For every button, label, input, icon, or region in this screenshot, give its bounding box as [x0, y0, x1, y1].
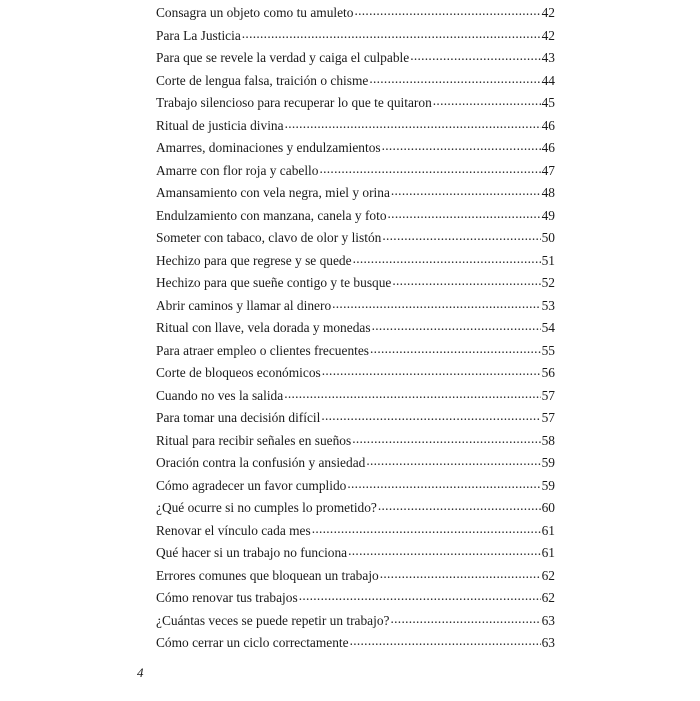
- toc-entry-page: 49: [541, 207, 555, 223]
- toc-entry-title: Abrir caminos y llamar al dinero: [156, 297, 332, 313]
- toc-entry-title: Cómo cerrar un ciclo correctamente: [156, 635, 349, 651]
- toc-entry: [156, 207, 555, 230]
- toc-leader-dots: [382, 229, 540, 242]
- toc-leader-dots: [380, 567, 541, 580]
- toc-leader-dots: [350, 634, 541, 647]
- toc-leader-dots: [382, 139, 541, 152]
- toc-entry-page: 44: [541, 72, 555, 88]
- toc-entry-title: Ritual para recibir señales en sueños: [156, 432, 352, 448]
- toc-leader-dots: [388, 207, 541, 220]
- toc-entry-page: 48: [541, 185, 555, 201]
- toc-leader-dots: [378, 499, 541, 512]
- toc-entry: [156, 432, 555, 455]
- toc-entry-title: Trabajo silencioso para recuperar lo que te quitaron: [156, 95, 432, 111]
- toc-leader-dots: [372, 319, 541, 332]
- toc-entry: [156, 49, 555, 72]
- toc-entry: [156, 252, 555, 275]
- toc-entry-page: 53: [541, 297, 555, 313]
- toc-entry: [156, 499, 555, 522]
- toc-leader-dots: [285, 117, 541, 130]
- toc-entry: [156, 409, 555, 432]
- toc-entry-page: 60: [541, 500, 555, 516]
- toc-entry: [156, 454, 555, 477]
- toc-leader-dots: [391, 184, 541, 197]
- toc-entry: [156, 634, 555, 657]
- toc-entry: [156, 544, 555, 567]
- toc-entry-page: 62: [541, 567, 555, 583]
- toc-entry-title: Para atraer empleo o clientes frecuentes: [156, 342, 370, 358]
- toc-entry-title: Cómo renovar tus trabajos: [156, 590, 298, 606]
- toc-entry-title: Hechizo para que sueñe contigo y te busque: [156, 275, 392, 291]
- toc-entry: [156, 589, 555, 612]
- toc-leader-dots: [319, 162, 540, 175]
- toc-entry: [156, 342, 555, 365]
- toc-leader-dots: [366, 454, 540, 467]
- toc-entry: [156, 229, 555, 252]
- toc-entry-title: Errores comunes que bloquean un trabajo: [156, 567, 379, 583]
- toc-entry-title: Para que se revele la verdad y caiga el culpable: [156, 50, 410, 66]
- toc-entry-title: Ritual de justicia divina: [156, 117, 284, 133]
- toc-entry: [156, 319, 555, 342]
- toc-entry-page: 42: [541, 27, 555, 43]
- toc-entry-page: 56: [541, 365, 555, 381]
- toc-entry-page: 58: [541, 432, 555, 448]
- toc-entry-page: 54: [541, 320, 555, 336]
- toc-entry-title: Corte de lengua falsa, traición o chisme: [156, 72, 369, 88]
- toc-entry-title: Amarres, dominaciones y endulzamientos: [156, 140, 381, 156]
- toc-entry-page: 62: [541, 590, 555, 606]
- toc-entry-page: 46: [541, 117, 555, 133]
- toc-entry-page: 55: [541, 342, 555, 358]
- toc-entry-title: Corte de bloqueos económicos: [156, 365, 321, 381]
- toc-entry-page: 50: [541, 230, 555, 246]
- toc-entry-page: 46: [541, 140, 555, 156]
- toc-leader-dots: [433, 94, 541, 107]
- toc-entry: [156, 162, 555, 185]
- toc-leader-dots: [299, 589, 541, 602]
- page-number: 4: [137, 665, 144, 680]
- toc-entry-title: Renovar el vínculo cada mes: [156, 522, 311, 538]
- toc-entry-page: 59: [541, 455, 555, 471]
- toc-leader-dots: [312, 522, 541, 535]
- toc-entry-page: 61: [541, 545, 555, 561]
- toc-entry-title: Oración contra la confusión y ansiedad: [156, 455, 366, 471]
- toc-leader-dots: [332, 297, 540, 310]
- toc-entry-title: Cuando no ves la salida: [156, 387, 284, 403]
- toc-leader-dots: [410, 49, 540, 62]
- toc-entry: [156, 522, 555, 545]
- toc-entry-page: 57: [541, 387, 555, 403]
- toc-entry: [156, 477, 555, 500]
- toc-entry-page: 63: [541, 635, 555, 651]
- toc-entry-title: Someter con tabaco, clavo de olor y listón: [156, 230, 382, 246]
- toc-entry: [156, 274, 555, 297]
- toc-leader-dots: [284, 387, 540, 400]
- toc-entry-title: Qué hacer si un trabajo no funciona: [156, 545, 348, 561]
- toc-entry-title: Hechizo para que regrese y se quede: [156, 252, 352, 268]
- toc-leader-dots: [352, 432, 540, 445]
- toc-entry: [156, 364, 555, 387]
- toc-entry-title: Amarre con flor roja y cabello: [156, 162, 319, 178]
- toc-entry-page: 59: [541, 477, 555, 493]
- toc-entry-title: Para La Justicia: [156, 27, 241, 43]
- toc-entry-title: Para tomar una decisión difícil: [156, 410, 321, 426]
- toc-entry-title: Amansamiento con vela negra, miel y orina: [156, 185, 390, 201]
- toc-leader-dots: [242, 27, 541, 40]
- toc-entry-title: Ritual con llave, vela dorada y monedas: [156, 320, 371, 336]
- toc-entry-page: 52: [541, 275, 555, 291]
- toc-leader-dots: [348, 544, 540, 557]
- toc-entry-page: 42: [541, 5, 555, 21]
- toc-entry-title: Endulzamiento con manzana, canela y foto: [156, 207, 387, 223]
- toc-leader-dots: [369, 72, 540, 85]
- toc-leader-dots: [321, 409, 540, 422]
- toc-entry: [156, 184, 555, 207]
- table-of-contents: [156, 4, 555, 657]
- toc-leader-dots: [370, 342, 541, 355]
- toc-leader-dots: [354, 4, 540, 17]
- toc-entry-title: ¿Qué ocurre si no cumples lo prometido?: [156, 500, 377, 516]
- toc-entry: [156, 387, 555, 410]
- toc-entry: [156, 94, 555, 117]
- toc-leader-dots: [391, 612, 541, 625]
- toc-leader-dots: [322, 364, 541, 377]
- toc-entry: [156, 612, 555, 635]
- toc-entry: [156, 567, 555, 590]
- toc-entry: [156, 297, 555, 320]
- toc-entry: [156, 27, 555, 50]
- toc-entry: [156, 139, 555, 162]
- toc-entry: [156, 4, 555, 27]
- toc-entry-title: ¿Cuántas veces se puede repetir un trabajo?: [156, 612, 390, 628]
- toc-entry-page: 45: [541, 95, 555, 111]
- toc-leader-dots: [347, 477, 540, 490]
- toc-entry-page: 61: [541, 522, 555, 538]
- toc-entry-page: 47: [541, 162, 555, 178]
- toc-leader-dots: [392, 274, 540, 287]
- toc-entry-title: Consagra un objeto como tu amuleto: [156, 5, 354, 21]
- toc-entry-title: Cómo agradecer un favor cumplido: [156, 477, 347, 493]
- toc-entry-page: 51: [541, 252, 555, 268]
- toc-leader-dots: [353, 252, 541, 265]
- toc-entry-page: 63: [541, 612, 555, 628]
- toc-entry: [156, 117, 555, 140]
- toc-entry-page: 43: [541, 50, 555, 66]
- toc-entry-page: 57: [541, 410, 555, 426]
- toc-entry: [156, 72, 555, 95]
